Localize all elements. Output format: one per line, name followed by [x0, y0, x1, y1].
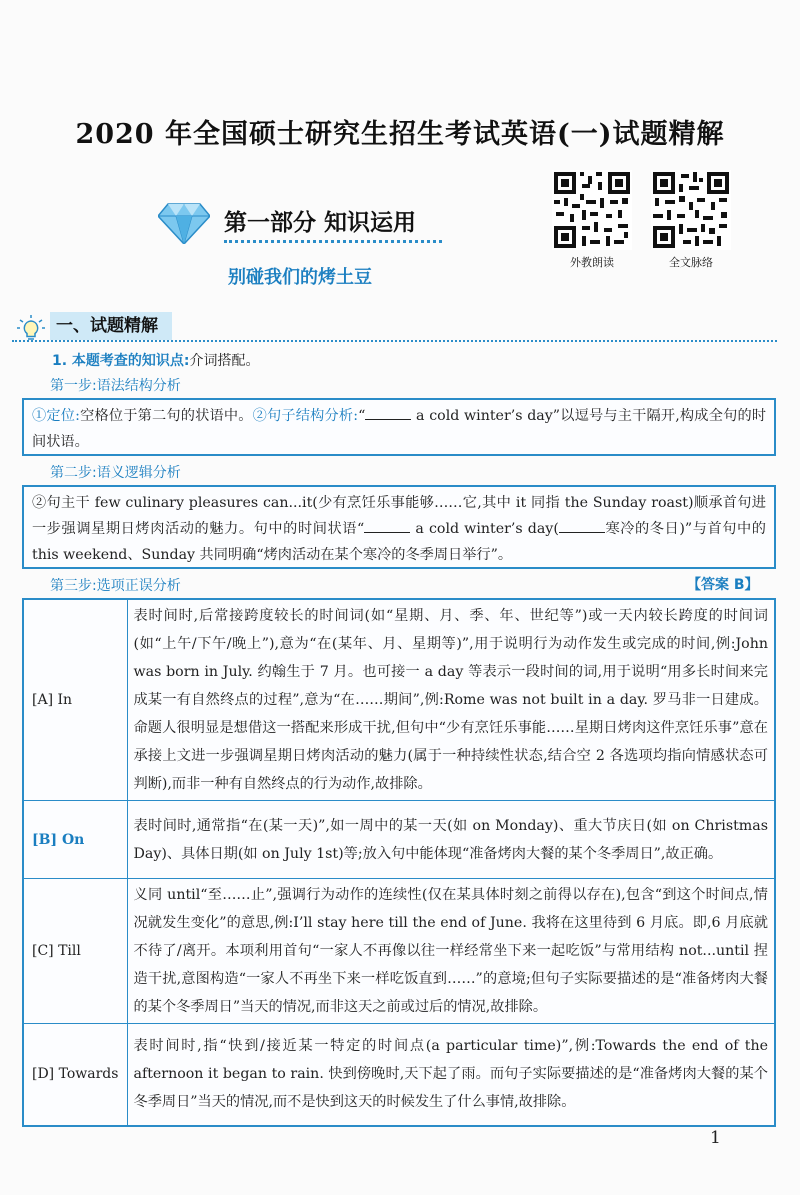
- semantic-text-2: a cold winter’s day(: [410, 521, 559, 537]
- qr-label: 全文脉络: [669, 256, 713, 269]
- semantic-text-3: 寒冷的冬日)”与首句中的 this weekend、Sunday 共同明确“烤肉活动在某个寒冷的冬季周日举行”。: [32, 521, 766, 563]
- part-title: 第一部分 知识运用: [224, 210, 417, 236]
- locate-text: 空格位于第二句的状语中。: [79, 408, 253, 424]
- step-semantic-heading: 第二步:语义逻辑分析: [50, 465, 181, 481]
- structure-text: a cold winter’s day”以逗号与主干隔开,构成全句的时间状语。: [32, 408, 767, 450]
- option-row-c: [23, 879, 775, 1024]
- structure-quote: “: [358, 408, 366, 424]
- option-label-correct: [B] On: [23, 801, 127, 879]
- option-explanation: 表时间时,后常接跨度较长的时间词(如“星期、月、季、年、世纪等”)或一天内较长跨度的时间词(如“上午/下午/晚上”),意为“在(某年、月、星期等)”,用于说明行为动作发生或完成的时间,例:John was born in July. 约翰生于 7 月。也可接一 a day 等表示一段时间的词,用于说明“用多长时间来完成某一有自然终点的过程”,意为“在……期间”,例:Rome was not built in a day. 罗马非一日建成。命题人很明显是想借这一搭配来形成干扰,但句中“少有烹饪乐事能……星期日烤肉这件烹饪乐事”意在承接上文进一步强调星期日烤肉活动的魅力(属于一种持续性状态,结合空 2 各选项均指向情感状态可判断),而非一种有自然终点的行为动作,故排除。: [127, 599, 775, 801]
- option-row-a: [23, 599, 775, 801]
- qr-code-reading[interactable]: [552, 170, 632, 270]
- grammar-analysis-box: [22, 398, 776, 456]
- qr-label: 外教朗读: [570, 256, 614, 269]
- part-heading: [158, 198, 458, 248]
- option-label: [D] Towards: [23, 1024, 127, 1126]
- semantic-analysis-box: [22, 485, 776, 569]
- option-explanation: 表时间时,通常指“在(某一天)”,如一周中的某一天(如 on Monday)、重大节庆日(如 on Christmas Day)、具体日期(如 on July 1st)等;放入句中能体现“准备烤肉大餐的某个冬季周日”,故正确。: [127, 801, 775, 879]
- section-divider: [12, 340, 777, 342]
- knowledge-point-label: 1. 本题考查的知识点:: [52, 353, 190, 369]
- step-grammar-heading: 第一步:语法结构分析: [50, 378, 181, 394]
- answer-badge: 【答案 B】: [687, 577, 759, 593]
- blank-line: [364, 519, 410, 533]
- diamond-gem-icon: [158, 200, 210, 244]
- page-title: 2020 年全国硕士研究生招生考试英语(一)试题精解: [75, 119, 725, 150]
- qr-code-outline[interactable]: [651, 170, 731, 270]
- option-row-d: [23, 1024, 775, 1126]
- options-table: [22, 598, 776, 1127]
- option-explanation: 表时间时,指“快到/接近某一特定的时间点(a particular time)”,例:Towards the end of the afternoon it began to rain. 快到傍晚时,天下起了雨。而句子实际要描述的是“准备烤肉大餐的某个冬季周日”当天的情况,而不是快到这天的时候发生了什么事情,故排除。: [127, 1024, 775, 1126]
- qr-code-icon[interactable]: [651, 170, 731, 250]
- qr-code-icon[interactable]: [552, 170, 632, 250]
- option-explanation: 义同 until“至……止”,强调行为动作的连续性(仅在某具体时刻之前得以存在),包含“到这个时间点,情况就发生变化”的意思,例:I’ll stay here till the end of June. 我将在这里待到 6 月底。即,6 月底就不待了/离开。本项利用首句“一家人不再像以往一样经常坐下来一起吃饭”与常用结构 not...until 捏造干扰,意图构造“一家人不再坐下来一样吃饭直到……”的意境;但句子实际要描述的是“准备烤肉大餐的某个冬季周日”当天的情况,而非这天之前或过后的情况,故排除。: [127, 879, 775, 1024]
- option-label: [A] In: [23, 599, 127, 801]
- structure-label: ②句子结构分析:: [252, 408, 359, 424]
- knowledge-point-value: 介词搭配。: [189, 353, 260, 369]
- step-options-heading: 第三步:选项正误分析: [50, 578, 181, 594]
- semantic-text-1: ②句主干 few culinary pleasures can...it(少有烹饪乐事能够……它,其中 it 同指 the Sunday roast)顺承首句进一步强调星期日烤肉活动的魅力。句中的时间状语“: [32, 495, 766, 537]
- passage-subtitle: 别碰我们的烤土豆: [228, 267, 372, 288]
- option-row-b: [23, 801, 775, 879]
- lightbulb-icon: [16, 314, 46, 342]
- option-label: [C] Till: [23, 879, 127, 1024]
- page-number: 1: [710, 1128, 721, 1148]
- blank-line: [365, 406, 411, 420]
- part-underline: [224, 240, 442, 243]
- section-title: 一、试题精解: [50, 312, 172, 340]
- locate-label: ①定位:: [32, 408, 80, 424]
- blank-line: [559, 519, 605, 533]
- knowledge-point: [52, 350, 260, 370]
- section-heading: [12, 310, 182, 342]
